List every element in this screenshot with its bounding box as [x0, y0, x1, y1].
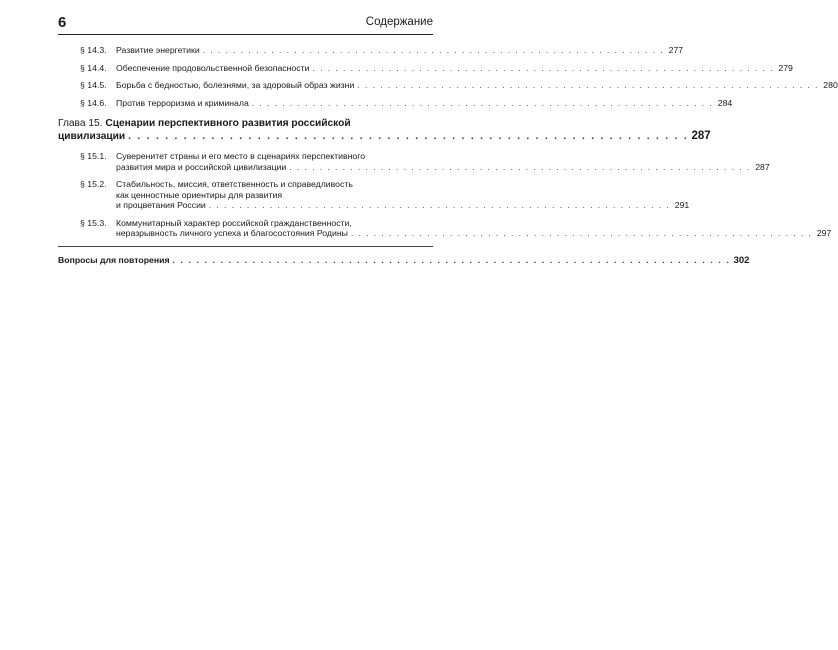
dot-leader: . . . . . . . . . . . . . . . . . . . . . . . . . . . . . . . . . . . . . . . . . . . . . . . . . . . . . . . . . . . . . — [357, 80, 819, 90]
section-number: § 14.5. — [80, 80, 107, 90]
toc-entry[interactable] — [80, 179, 690, 211]
dot-leader: . . . . . . . . . . . . . . . . . . . . . . . . . . . . . . . . . . . . . . . . . . . . . . . . . . . . . . . . . . . . . — [312, 62, 774, 73]
section-title: Развитие энергетики — [116, 45, 200, 55]
chapter-title-line1: Сценарии перспективного развития российской — [105, 118, 351, 129]
page-header — [58, 14, 433, 35]
section-number: § 15.1. — [80, 151, 107, 161]
section-title-line: неразрывность личного успеха и благосостояния Родины — [116, 228, 348, 238]
toc-entry[interactable] — [80, 80, 838, 91]
section-number: § 14.3. — [80, 45, 107, 55]
dot-leader: . . . . . . . . . . . . . . . . . . . . . . . . . . . . . . . . . . . . . . . . . . . . . . . . . . . . . . . . . . . . . — [208, 200, 671, 210]
section-number: § 14.4. — [80, 62, 107, 73]
header-title: Содержание — [365, 16, 433, 28]
section-title: Борьба с бедностью, болезнями, за здоровый образ жизни — [116, 80, 355, 90]
section-number: § 15.2. — [80, 179, 107, 189]
toc-entry[interactable] — [80, 62, 793, 74]
page-ref: 291 — [674, 200, 690, 210]
review-questions-entry[interactable] — [58, 254, 750, 266]
dot-leader: . . . . . . . . . . . . . . . . . . . . . . . . . . . . . . . . . . . . . . . . . . . . . . . . . . . . . . . . . . . . . — [289, 161, 751, 172]
section-number: § 15.3. — [80, 217, 107, 228]
review-label: Вопросы для повторения — [58, 254, 170, 265]
toc-entry[interactable] — [80, 217, 832, 239]
section-title-line: Стабильность, миссия, ответственность и справедливость — [116, 179, 353, 189]
dot-leader: . . . . . . . . . . . . . . . . . . . . . . . . . . . . . . . . . . . . . . . . . . . . . . . . . . . . . . . . . . . . . — [202, 45, 665, 55]
section-title: Против терроризма и криминала — [116, 97, 249, 108]
dot-leader: . . . . . . . . . . . . . . . . . . . . . . . . . . . . . . . . . . . . . . . . . . . . . . . . . . . . . . . . . . . . . — [128, 131, 689, 142]
dot-leader: . . . . . . . . . . . . . . . . . . . . . . . . . . . . . . . . . . . . . . . . . . . . . . . . . . . . . . . . . . . . . . . . . . . . . . — [172, 254, 731, 265]
section-number: § 14.6. — [80, 97, 107, 108]
section-title: Обеспечение продовольственной безопасности — [116, 62, 310, 73]
section-title-line: Коммунитарный характер российской гражданственности, — [116, 217, 352, 228]
page-ref: 287 — [691, 130, 711, 142]
dot-leader: . . . . . . . . . . . . . . . . . . . . . . . . . . . . . . . . . . . . . . . . . . . . . . . . . . . . . . . . . . . . . — [350, 228, 813, 238]
section-title-line: Суверенитет страны и его место в сценариях перспективного — [116, 151, 366, 161]
page-ref: 287 — [755, 161, 770, 172]
section-title-line: и процветания России — [116, 200, 206, 210]
chapter-prefix: Глава 15. — [58, 118, 103, 129]
page-ref: 284 — [717, 97, 733, 108]
toc-entry[interactable] — [80, 45, 684, 56]
toc-entry[interactable] — [80, 151, 770, 172]
chapter-title-line2: цивилизации — [58, 131, 126, 142]
chapter-heading[interactable] — [58, 118, 711, 143]
section-divider — [58, 246, 433, 247]
page-ref: 297 — [816, 228, 832, 238]
page-ref: 279 — [778, 62, 793, 73]
section-title-line: развития мира и российской цивилизации — [116, 161, 287, 172]
page-ref: 277 — [668, 45, 684, 55]
page-number: 6 — [58, 14, 67, 31]
toc-entry[interactable] — [80, 97, 733, 109]
table-of-contents — [58, 45, 838, 266]
page-ref: 280 — [823, 80, 838, 90]
page-ref: 302 — [733, 254, 750, 266]
dot-leader: . . . . . . . . . . . . . . . . . . . . . . . . . . . . . . . . . . . . . . . . . . . . . . . . . . . . . . . . . . . . . — [251, 97, 714, 108]
section-title-line: как ценностные ориентиры для развития — [116, 189, 283, 200]
